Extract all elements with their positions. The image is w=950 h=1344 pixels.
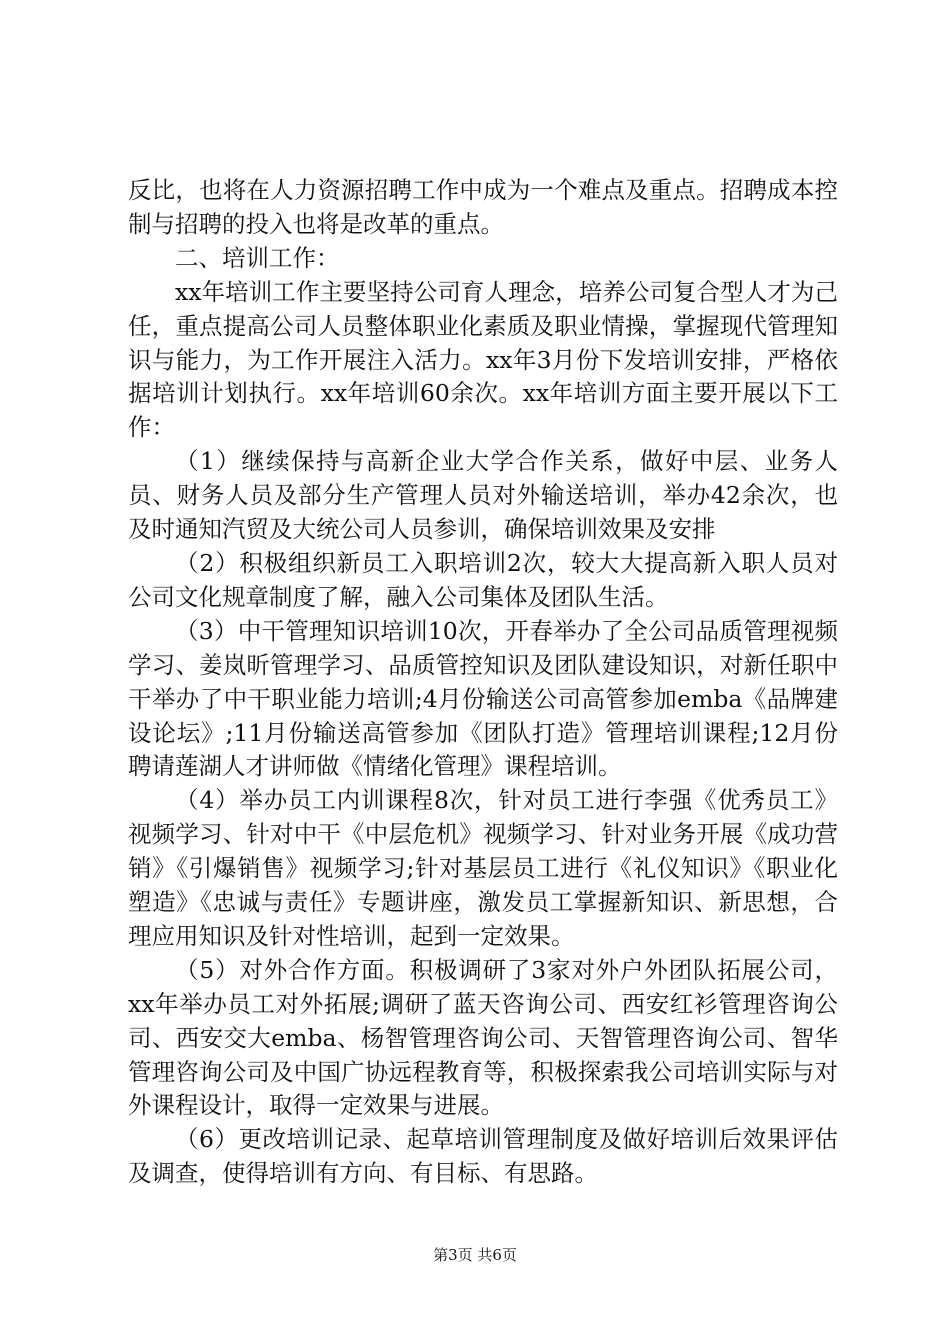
list-item-3: （3）中干管理知识培训10次，开春举办了全公司品质管理视频学习、姜岚昕管理学习、品质管控知识及团队建设知识，对新任职中干举办了中干职业能力培训;4月份输送公司高管参加emba《品牌建设论坛》;11月份输送高管参加《团队打造》管理培训课程;12月份聘请莲湖人才讲师做《情绪化管理》课程培训。	[128, 616, 838, 781]
paragraph-training-overview: xx年培训工作主要坚持公司育人理念，培养公司复合型人才为己任，重点提高公司人员整体职业化素质及职业情操，掌握现代管理知识与能力，为工作开展注入活力。xx年3月份下发培训安排，严格依据培训计划执行。xx年培训60余次。xx年培训方面主要开展以下工作：	[128, 277, 838, 442]
paragraph-continuation: 反比，也将在人力资源招聘工作中成为一个难点及重点。招聘成本控制与招聘的投入也将是改革的重点。	[128, 176, 838, 238]
section-heading-training: 二、培训工作：	[175, 243, 340, 272]
list-item-1: （1）继续保持与高新企业大学合作关系，做好中层、业务人员、财务人员及部分生产管理人员对外输送培训，举办42余次，也及时通知汽贸及大统公司人员参训，确保培训效果及安排	[128, 447, 838, 544]
page-number-footer: 第3页 共6页	[433, 1246, 517, 1264]
list-item-5: （5）对外合作方面。积极调研了3家对外户外团队拓展公司，xx年举办员工对外拓展;调研了蓝天咨询公司、西安红衫管理咨询公司、西安交大emba、杨智管理咨询公司、天智管理咨询公司、智华管理咨询公司及中国广协远程教育等，积极探索我公司培训实际与对外课程设计，取得一定效果与进展。	[128, 955, 838, 1120]
document-body	[128, 174, 838, 1191]
list-item-4: （4）举办员工内训课程8次，针对员工进行李强《优秀员工》视频学习、针对中干《中层危机》视频学习、针对业务开展《成功营销》《引爆销售》视频学习;针对基层员工进行《礼仪知识》《职业化塑造》《忠诚与责任》专题讲座，激发员工掌握新知识、新思想，合理应用知识及针对性培训，起到一定效果。	[128, 786, 838, 950]
list-item-6: （6）更改培训记录、起草培训管理制度及做好培训后效果评估及调查，使得培训有方向、有目标、有思路。	[128, 1125, 838, 1188]
list-item-2: （2）积极组织新员工入职培训2次，较大大提高新入职人员对公司文化规章制度了解，融入公司集体及团队生活。	[128, 548, 838, 611]
